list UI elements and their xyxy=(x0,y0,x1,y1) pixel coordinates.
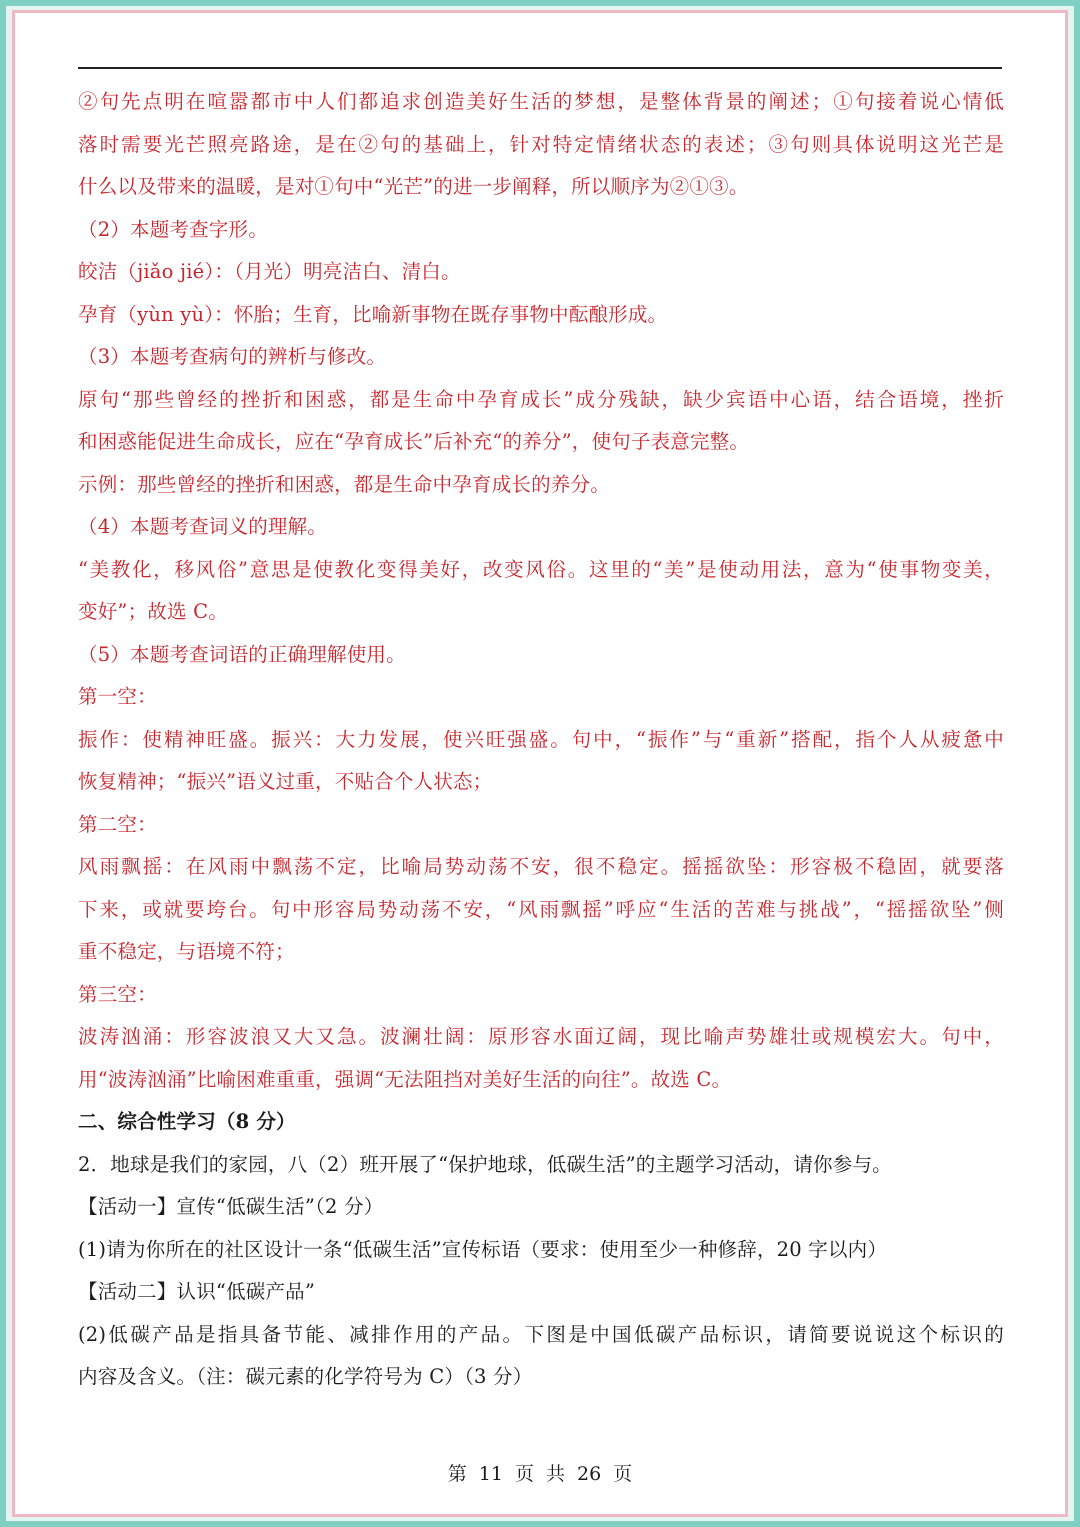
text-line: 【活动二】认识“低碳产品” xyxy=(78,1280,316,1303)
text-line: ②句先点明在喧嚣都市中人们都追求创造美好生活的梦想，是整体背景的阐述；①句接着说心情低 xyxy=(78,90,1004,113)
text-line: 恢复精神；“振兴”语义过重，不贴合个人状态； xyxy=(78,770,493,793)
text-line: 二、综合性学习（8 分） xyxy=(78,1110,296,1133)
text-line: 2．地球是我们的家园，八（2）班开展了“保护地球，低碳生活”的主题学习活动，请你参与。 xyxy=(78,1152,892,1176)
document-page xyxy=(20,15,1060,1512)
text-line: 变好”；故选 C。 xyxy=(78,600,228,623)
text-line: 振作：使精神旺盛。振兴：大力发展，使兴旺强盛。句中，“振作”与“重新”搭配，指个人从疲惫中 xyxy=(78,727,1004,751)
text-line: （4）本题考查词义的理解。 xyxy=(78,515,328,538)
text-line: 下来，或就要垮台。句中形容局势动荡不安，“风雨飘摇”呼应“生活的苦难与挑战”，“摇摇欲坠”侧 xyxy=(78,897,1004,921)
text-line: 示例：那些曾经的挫折和困惑，都是生命中孕育成长的养分。 xyxy=(78,472,610,496)
text-line: 重不稳定，与语境不符； xyxy=(78,940,295,963)
text-line: 第二空： xyxy=(78,812,157,836)
text-line: 落时需要光芒照亮路途，是在②句的基础上，针对特定情绪状态的表述；③句则具体说明这光芒是 xyxy=(78,132,1004,156)
header-rule xyxy=(78,67,1002,69)
document-body xyxy=(78,81,1004,1399)
text-line: 风雨飘摇：在风雨中飘荡不定，比喻局势动荡不安，很不稳定。摇摇欲坠：形容极不稳固，就要落 xyxy=(78,855,1004,878)
text-line: （3）本题考查病句的辨析与修改。 xyxy=(78,345,387,368)
text-line: 和困惑能促进生命成长，应在“孕育成长”后补充“的养分”，使句子表意完整。 xyxy=(78,430,750,453)
text-line: 什么以及带来的温暖，是对①句中“光芒”的进一步阐释，所以顺序为②①③。 xyxy=(78,175,749,198)
text-line: 孕育（yùn yù）：怀胎；生育，比喻新事物在既存事物中酝酿形成。 xyxy=(78,302,668,326)
text-line: 内容及含义。（注：碳元素的化学符号为 C）（3 分） xyxy=(78,1365,533,1388)
text-line: （5）本题考查词语的正确理解使用。 xyxy=(78,642,406,666)
text-line: 【活动一】宣传“低碳生活”（2 分） xyxy=(78,1195,384,1218)
text-line: (2)低碳产品是指具备节能、减排作用的产品。下图是中国低碳产品标识，请简要说说这个标识的 xyxy=(78,1322,1004,1346)
text-line: 波涛汹涌：形容波浪又大又急。波澜壮阔：原形容水面辽阔，现比喻声势雄壮或规模宏大。句中， xyxy=(78,1025,1004,1048)
text-line: 皎洁（jiǎo jié）：（月光）明亮洁白、清白。 xyxy=(78,260,461,283)
text-line: 第一空： xyxy=(78,685,157,708)
text-line: 第三空： xyxy=(78,982,157,1006)
text-line: “美教化，移风俗”意思是使教化变得美好，改变风俗。这里的“美”是使动用法，意为“使事物变美， xyxy=(78,557,1004,581)
text-line: (1)请为你所在的社区设计一条“低碳生活”宣传标语（要求：使用至少一种修辞，20 字以内） xyxy=(78,1237,888,1261)
text-line: 原句“那些曾经的挫折和困惑，都是生命中孕育成长”成分残缺，缺少宾语中心语，结合语境，挫折 xyxy=(78,387,1004,411)
page-footer: 第 11 页 共 26 页 xyxy=(447,1463,633,1485)
text-line: （2）本题考查字形。 xyxy=(78,217,268,241)
text-line: 用“波涛汹涌”比喻困难重重，强调“无法阻挡对美好生活的向往”。故选 C。 xyxy=(78,1067,732,1091)
